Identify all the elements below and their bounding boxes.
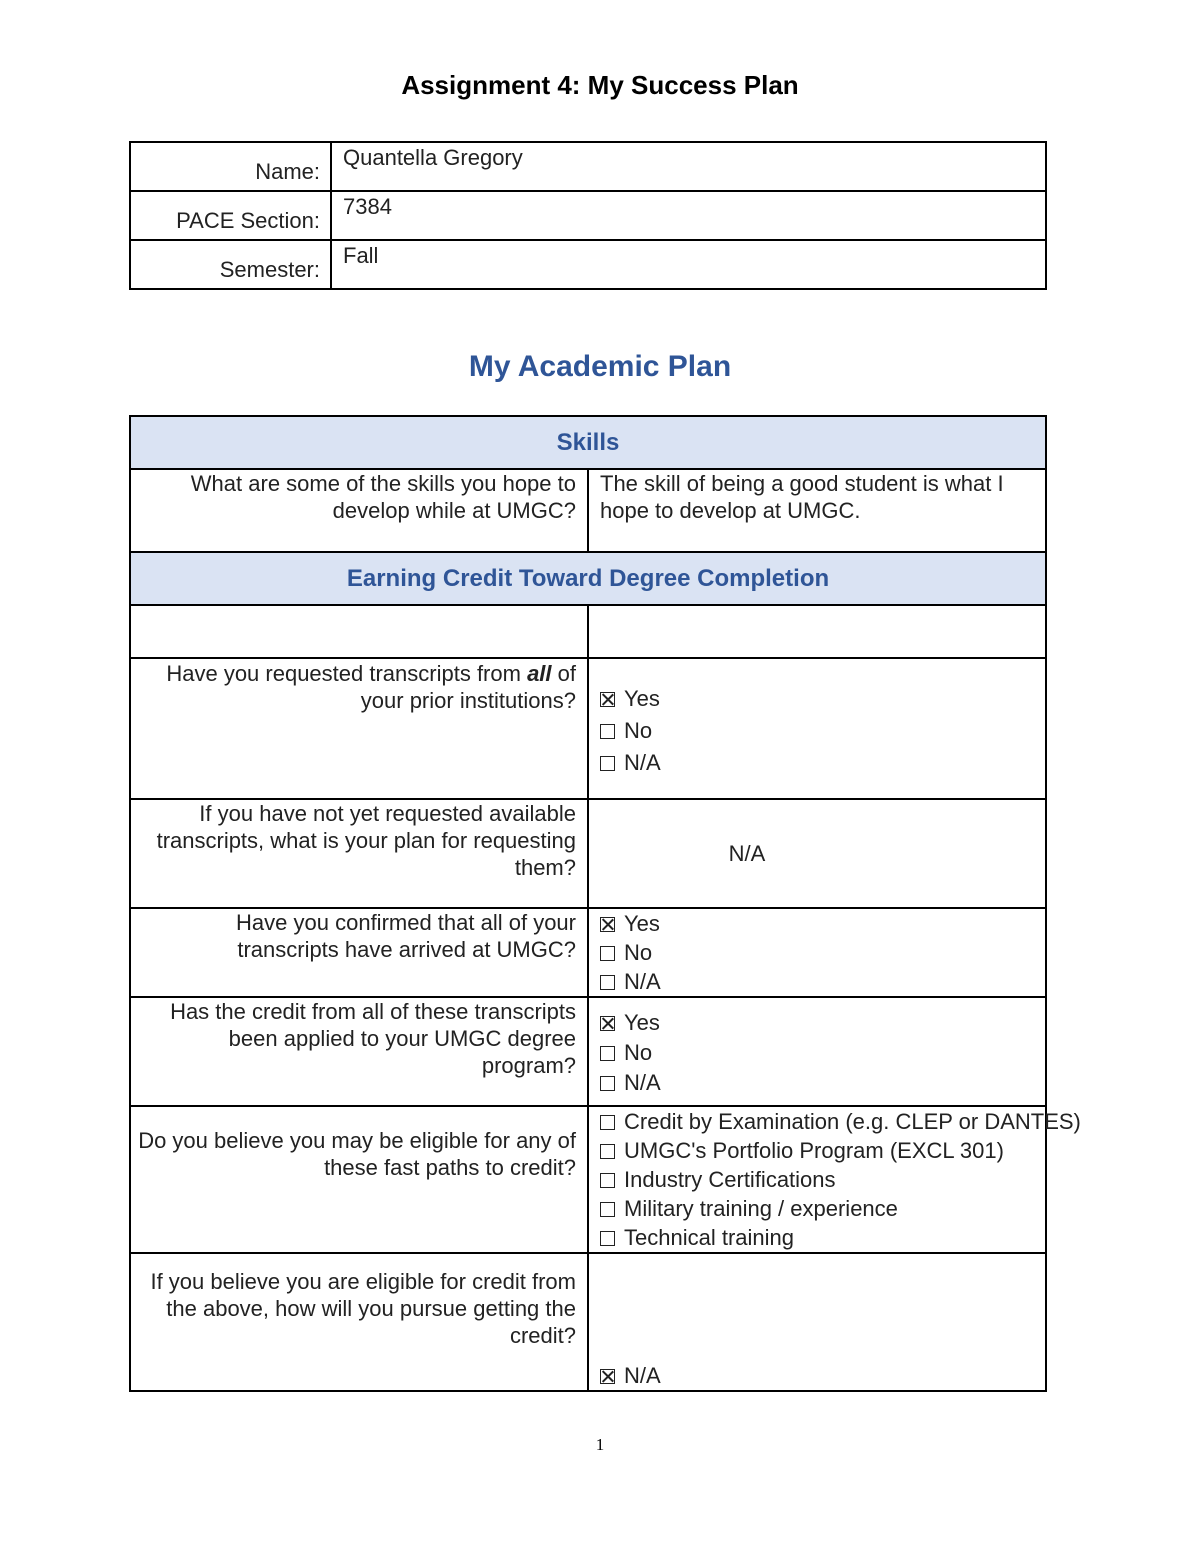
document-title: Assignment 4: My Success Plan (401, 70, 799, 100)
transcripts-confirmed-question: Have you confirmed that all of your transcripts have arrived at UMGC? (130, 908, 588, 997)
name-row (130, 142, 1046, 191)
transcripts-requested-options (588, 658, 1046, 799)
fast-paths-options (588, 1106, 1081, 1253)
credit-applied-options (588, 997, 1046, 1106)
transcripts-plan-question: If you have not yet requested available transcripts, what is your plan for requesting them? (130, 799, 588, 908)
option-label: Industry Certifications (624, 1167, 836, 1192)
fast-paths-question: Do you believe you may be eligible for any of these fast paths to credit? (130, 1106, 588, 1253)
checkbox-icon (600, 1076, 615, 1091)
option-label: Yes (624, 911, 660, 936)
option-label: N/A (624, 1070, 661, 1095)
fastpath-option-portfolio[interactable] (600, 1136, 1045, 1165)
checked-checkbox-icon (600, 1016, 615, 1031)
transcripts-question-emphasis: all (527, 661, 552, 686)
semester-row (130, 240, 1046, 289)
credit-applied-row (130, 997, 1046, 1106)
fast-paths-row (130, 1106, 1046, 1253)
transcripts-requested-question (130, 658, 588, 799)
pursue-credit-options (588, 1253, 1046, 1391)
checkbox-icon (600, 946, 615, 961)
option-label: No (624, 1040, 653, 1065)
checkbox-icon (600, 1046, 615, 1061)
option-label: No (624, 718, 653, 743)
transcripts-option-no[interactable] (600, 715, 1045, 747)
pursue-credit-question: If you believe you are eligible for credit from the above, how will you pursue getting the credit? (130, 1253, 588, 1391)
pursue-option-na[interactable] (600, 1362, 1045, 1389)
option-label: N/A (624, 1363, 661, 1388)
transcripts-requested-row (130, 658, 1046, 799)
student-info-table (129, 141, 1047, 290)
academic-plan-table (129, 415, 1081, 1392)
option-label: Yes (624, 686, 660, 711)
fastpath-option-technical-training[interactable] (600, 1223, 1045, 1252)
fastpath-option-industry-certifications[interactable] (600, 1165, 1045, 1194)
credit-band-row (130, 552, 1046, 605)
applied-option-na[interactable] (600, 1068, 1045, 1098)
academic-plan-heading: My Academic Plan (468, 350, 732, 383)
checkbox-icon (600, 975, 615, 990)
confirmed-option-no[interactable] (600, 938, 1045, 967)
blank-cell-right[interactable] (588, 605, 1046, 658)
option-label: Credit by Examination (e.g. CLEP or DANTES) (624, 1109, 1081, 1134)
transcripts-plan-answer[interactable]: N/A (588, 799, 1046, 908)
checkbox-icon (600, 1144, 615, 1159)
page-number: 1 (595, 1435, 605, 1454)
skills-question: What are some of the skills you hope to develop while at UMGC? (130, 469, 588, 552)
skills-band-row (130, 416, 1046, 469)
semester-label: Semester: (130, 240, 331, 289)
checked-checkbox-icon (600, 692, 615, 707)
name-label: Name: (130, 142, 331, 191)
blank-cell-left (130, 605, 588, 658)
checkbox-icon (600, 1173, 615, 1188)
option-label: Yes (624, 1010, 660, 1035)
pace-section-label: PACE Section: (130, 191, 331, 240)
semester-value[interactable]: Fall (331, 240, 1046, 289)
pace-section-value[interactable]: 7384 (331, 191, 1046, 240)
skills-heading: Skills (130, 416, 1046, 469)
checked-checkbox-icon (600, 1369, 615, 1384)
option-label: UMGC's Portfolio Program (EXCL 301) (624, 1138, 1004, 1163)
checkbox-icon (600, 1202, 615, 1217)
transcripts-option-na[interactable] (600, 747, 1045, 779)
transcripts-question-text-start: Have you requested transcripts from (166, 661, 528, 686)
applied-option-no[interactable] (600, 1038, 1045, 1068)
transcripts-plan-row (130, 799, 1046, 908)
fastpath-option-credit-by-exam[interactable] (600, 1107, 1081, 1136)
checkbox-icon (600, 724, 615, 739)
option-label: No (624, 940, 653, 965)
transcripts-confirmed-row (130, 908, 1046, 997)
checkbox-icon (600, 1115, 615, 1130)
option-label: N/A (624, 969, 661, 994)
blank-row (130, 605, 1046, 658)
checked-checkbox-icon (600, 917, 615, 932)
checkbox-icon (600, 756, 615, 771)
applied-option-yes[interactable] (600, 1008, 1045, 1038)
option-label: Technical training (624, 1225, 794, 1250)
transcripts-option-yes[interactable] (600, 683, 1045, 715)
fastpath-option-military-training[interactable] (600, 1194, 1045, 1223)
checkbox-icon (600, 1231, 615, 1246)
option-label: N/A (624, 750, 661, 775)
pace-section-row (130, 191, 1046, 240)
transcripts-question-text-end: of your prior institutions? (360, 661, 576, 713)
name-value[interactable]: Quantella Gregory (331, 142, 1046, 191)
credit-heading: Earning Credit Toward Degree Completion (130, 552, 1046, 605)
confirmed-option-na[interactable] (600, 967, 1045, 996)
skills-row (130, 469, 1046, 552)
transcripts-confirmed-options (588, 908, 1046, 997)
credit-applied-question: Has the credit from all of these transcripts been applied to your UMGC degree program? (130, 997, 588, 1106)
option-label: Military training / experience (624, 1196, 898, 1221)
pursue-credit-row (130, 1253, 1046, 1391)
confirmed-option-yes[interactable] (600, 909, 1045, 938)
skills-answer[interactable]: The skill of being a good student is what I hope to develop at UMGC. (588, 469, 1046, 552)
